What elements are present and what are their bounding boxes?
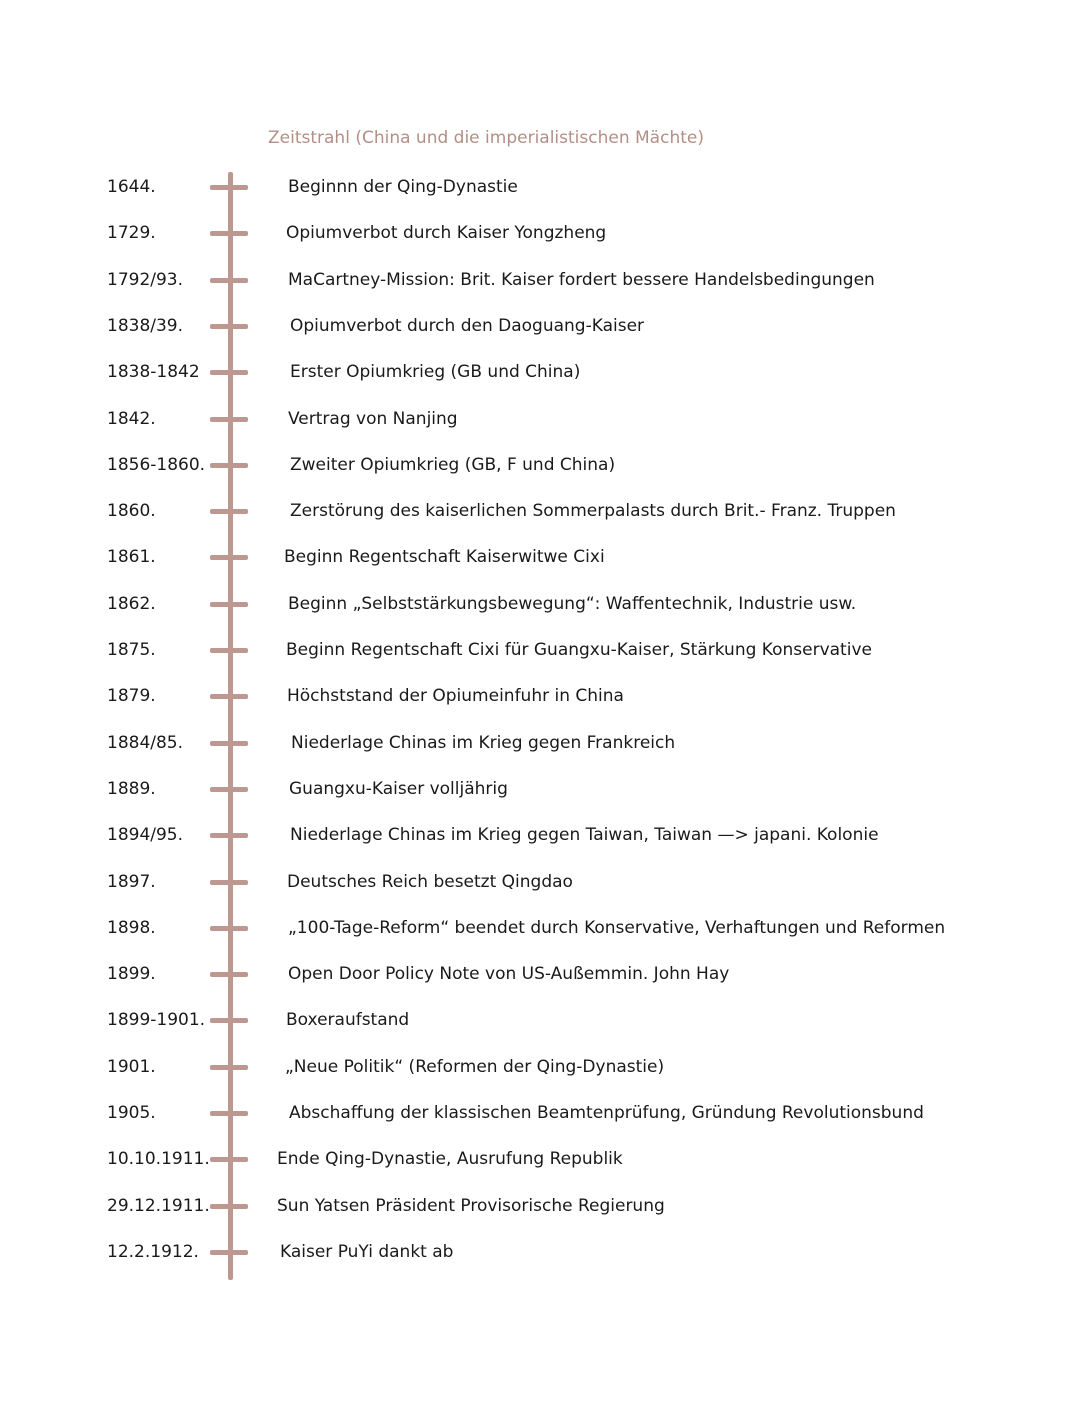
entry-event: Boxeraufstand: [286, 1010, 410, 1031]
timeline-tick: [210, 648, 248, 653]
entry-year: 1889.: [107, 778, 156, 799]
timeline-entry: [0, 589, 1080, 619]
entry-event: Guangxu-Kaiser volljährig: [289, 778, 508, 799]
entry-event: Beginn Regentschaft Kaiserwitwe Cixi: [284, 547, 605, 568]
timeline-entry: [0, 913, 1080, 943]
entry-year: 1838/39.: [107, 315, 184, 336]
entry-year: 1879.: [107, 686, 156, 707]
timeline-entry: [0, 542, 1080, 572]
entry-event: MaCartney-Mission: Brit. Kaiser fordert bessere Handelsbedingungen: [288, 269, 875, 290]
entry-year: 1875.: [107, 640, 156, 660]
entry-year: 1644.: [107, 177, 156, 197]
entry-event: „100-Tage-Reform“ beendet durch Konservative, Verhaftungen und Reformen: [288, 917, 946, 938]
timeline-entry: [0, 959, 1080, 989]
timeline-tick: [210, 278, 248, 283]
entry-event: Zweiter Opiumkrieg (GB, F und China): [290, 454, 616, 475]
entry-event: Opiumverbot durch den Daoguang-Kaiser: [290, 315, 645, 336]
entry-event: Beginn Regentschaft Cixi für Guangxu-Kaiser, Stärkung Konservative: [286, 640, 872, 660]
timeline-tick: [210, 972, 248, 977]
timeline-tick: [210, 231, 248, 236]
entry-year: 10.10.1911.: [107, 1149, 210, 1170]
timeline-entry: [0, 1098, 1080, 1128]
timeline-tick: [210, 1111, 248, 1116]
timeline-entry: [0, 728, 1080, 758]
entry-year: 1856-1860.: [107, 454, 206, 475]
timeline-entry: [0, 450, 1080, 480]
entry-event: Open Door Policy Note von US-Außemmin. John Hay: [288, 964, 730, 985]
timeline-tick: [210, 833, 248, 838]
timeline-tick: [210, 463, 248, 468]
timeline-tick: [210, 555, 248, 560]
entry-year: 1899-1901.: [107, 1010, 206, 1031]
entry-event: Beginn „Selbststärkungsbewegung“: Waffentechnik, Industrie usw.: [288, 593, 857, 614]
entry-event: Zerstörung des kaiserlichen Sommerpalasts durch Brit.- Franz. Truppen: [290, 501, 896, 522]
entry-event: Vertrag von Nanjing: [288, 408, 458, 429]
timeline-entry: [0, 496, 1080, 526]
entry-year: 1792/93.: [107, 269, 184, 290]
entry-event: Deutsches Reich besetzt Qingdao: [287, 871, 573, 892]
entry-event: Abschaffung der klassischen Beamtenprüfung, Gründung Revolutionsbund: [289, 1103, 924, 1123]
entry-year: 1905.: [107, 1103, 156, 1123]
timeline-tick: [210, 741, 248, 746]
entry-year: 1898.: [107, 917, 156, 938]
timeline-entry: [0, 404, 1080, 434]
timeline-tick: [210, 1250, 248, 1255]
timeline-tick: [210, 926, 248, 931]
timeline-tick: [210, 1018, 248, 1023]
entry-year: 1860.: [107, 501, 156, 522]
timeline-entry: [0, 311, 1080, 341]
timeline-entry: [0, 774, 1080, 804]
entry-year: 1729.: [107, 223, 156, 244]
timeline-tick: [210, 509, 248, 514]
timeline-entry: [0, 867, 1080, 897]
timeline-tick: [210, 1157, 248, 1162]
timeline-entry: [0, 635, 1080, 665]
timeline-entry: [0, 265, 1080, 295]
entry-year: 1861.: [107, 547, 156, 568]
entry-year: 1897.: [107, 871, 156, 892]
timeline-tick: [210, 324, 248, 329]
entry-event: Höchststand der Opiumeinfuhr in China: [287, 686, 624, 707]
entry-event: Erster Opiumkrieg (GB und China): [290, 362, 581, 383]
timeline-tick: [210, 694, 248, 699]
timeline-entry: [0, 218, 1080, 248]
entry-event: Opiumverbot durch Kaiser Yongzheng: [286, 223, 607, 244]
timeline-entry: [0, 820, 1080, 850]
timeline-entry: [0, 1191, 1080, 1221]
timeline-entry: [0, 1237, 1080, 1267]
timeline-entry: [0, 1005, 1080, 1035]
timeline-entry: [0, 172, 1080, 202]
page-title: Zeitstrahl (China und die imperialistischen Mächte): [268, 128, 704, 148]
timeline-tick: [210, 602, 248, 607]
timeline-tick: [210, 880, 248, 885]
timeline-tick: [210, 787, 248, 792]
entry-event: Beginnn der Qing-Dynastie: [288, 177, 518, 197]
entry-year: 1838-1842: [107, 362, 200, 383]
timeline-tick: [210, 185, 248, 190]
timeline-entry: [0, 1052, 1080, 1082]
entry-event: Sun Yatsen Präsident Provisorische Regierung: [277, 1195, 665, 1216]
entry-year: 1884/85.: [107, 732, 184, 753]
timeline-tick: [210, 417, 248, 422]
timeline-entry: [0, 681, 1080, 711]
entry-event: Ende Qing-Dynastie, Ausrufung Republik: [277, 1149, 623, 1170]
timeline-tick: [210, 1204, 248, 1209]
timeline-tick: [210, 1065, 248, 1070]
timeline-entry: [0, 357, 1080, 387]
timeline-tick: [210, 370, 248, 375]
entry-year: 1842.: [107, 408, 156, 429]
entry-year: 1899.: [107, 964, 156, 985]
entry-year: 1894/95.: [107, 825, 184, 846]
entry-event: „Neue Politik“ (Reformen der Qing-Dynastie): [285, 1056, 665, 1077]
entry-event: Niederlage Chinas im Krieg gegen Frankreich: [291, 732, 676, 753]
entry-year: 29.12.1911.: [107, 1195, 210, 1216]
entry-year: 1901.: [107, 1056, 156, 1077]
entry-year: 1862.: [107, 593, 156, 614]
entry-year: 12.2.1912.: [107, 1241, 199, 1262]
entry-event: Kaiser PuYi dankt ab: [280, 1241, 454, 1262]
timeline-entry: [0, 1144, 1080, 1174]
entry-event: Niederlage Chinas im Krieg gegen Taiwan, Taiwan —> japani. Kolonie: [290, 825, 879, 846]
